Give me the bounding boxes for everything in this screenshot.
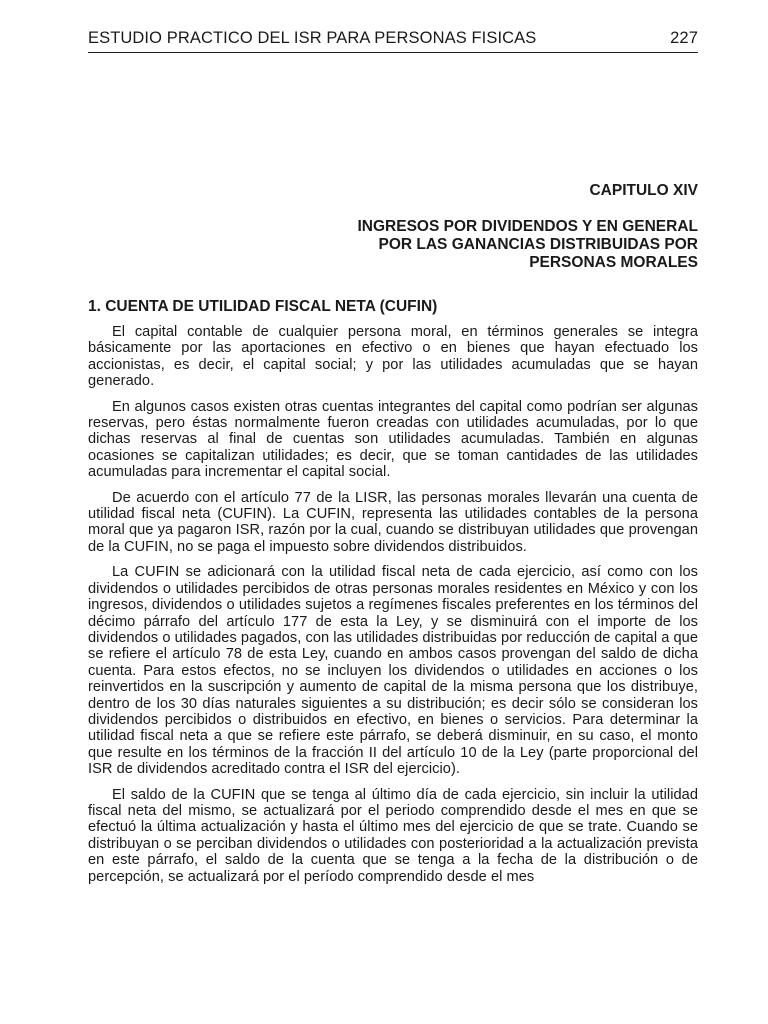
paragraph: El saldo de la CUFIN que se tenga al último día de cada ejercicio, sin incluir la utilidad fiscal neta del mismo, se actualizará por el periodo comprendido desde el mes en que se efectuó la última actualización y hasta el último mes del ejercicio de que se trate. Cuando se distribuyan o se perciban dividendos o utilidades con posterioridad a la actualización prevista en este párrafo, el saldo de la cuenta que se tenga a la fecha de la distribución o de percepción, se actualizará por el período comprendido desde el mes bbox=[88, 786, 698, 885]
paragraph: El capital contable de cualquier persona moral, en términos generales se integra básicamente por las aportaciones en efectivo o en bienes que hayan efectuado los accionistas, es decir, el capital social; y por las utilidades acumuladas que se hayan generado. bbox=[88, 324, 698, 390]
section-heading: 1. CUENTA DE UTILIDAD FISCAL NETA (CUFIN) bbox=[88, 298, 438, 315]
header-divider bbox=[88, 52, 698, 53]
paragraph: La CUFIN se adicionará con la utilidad fiscal neta de cada ejercicio, así como con los dividendos o utilidades percibidos de otras personas morales residentes en México y con los ingresos, dividendos o utilidades sujetos a regímenes fiscales preferentes en los términos del décimo párrafo del artículo 177 de esta la Ley, y se disminuirá con el importe de los dividendos o utilidades pagados, con las utilidades distribuidas por reducción de capital a que se refiere el artículo 78 de esta Ley, cuando en ambos casos provengan del saldo de dicha cuenta. Para estos efectos, no se incluyen los dividendos o utilidades en acciones o los reinvertidos en la suscripción y aumento de capital de la misma persona que los distribuye, dentro de los 30 días naturales siguientes a su distribución; es decir sólo se consideran los dividendos percibidos o distribuidos en efectivo, en bienes o servicios. Para determinar la utilidad fiscal neta a que se refiere este párrafo, se deberá disminuir, en su caso, el monto que resulte en los términos de la fracción II del artículo 10 de la Ley (parte proporcional del ISR de dividendos acreditado contra el ISR del ejercicio). bbox=[88, 564, 698, 778]
page-number: 227 bbox=[670, 29, 698, 47]
chapter-title-line: PERSONAS MORALES bbox=[529, 254, 698, 271]
body-text bbox=[88, 324, 698, 894]
chapter-title-line: POR LAS GANANCIAS DISTRIBUIDAS POR bbox=[378, 236, 698, 253]
paragraph: De acuerdo con el artículo 77 de la LISR, las personas morales llevarán una cuenta de utilidad fiscal neta (CUFIN). La CUFIN, representa las utilidades contables de la persona moral que ya pagaron ISR, razón por la cual, cuando se distribuyan utilidades que provengan de la CUFIN, no se paga el impuesto sobre dividendos distribuidos. bbox=[88, 489, 698, 555]
book-title: ESTUDIO PRACTICO DEL ISR PARA PERSONAS FISICAS bbox=[88, 29, 537, 47]
chapter-heading bbox=[88, 182, 698, 272]
paragraph: En algunos casos existen otras cuentas integrantes del capital como podrían ser algunas reservas, pero éstas normalmente fueron creadas con utilidades acumuladas, por lo que dichas reservas al final de cuentas son utilidades acumuladas. También en algunas ocasiones se capitalizan utilidades; es decir, que se toman cantidades de las utilidades acumuladas para incrementar el capital social. bbox=[88, 398, 698, 481]
chapter-title bbox=[88, 218, 698, 272]
chapter-label: CAPITULO XIV bbox=[589, 182, 698, 199]
chapter-title-line: INGRESOS POR DIVIDENDOS Y EN GENERAL bbox=[357, 218, 698, 235]
running-header bbox=[88, 29, 698, 48]
